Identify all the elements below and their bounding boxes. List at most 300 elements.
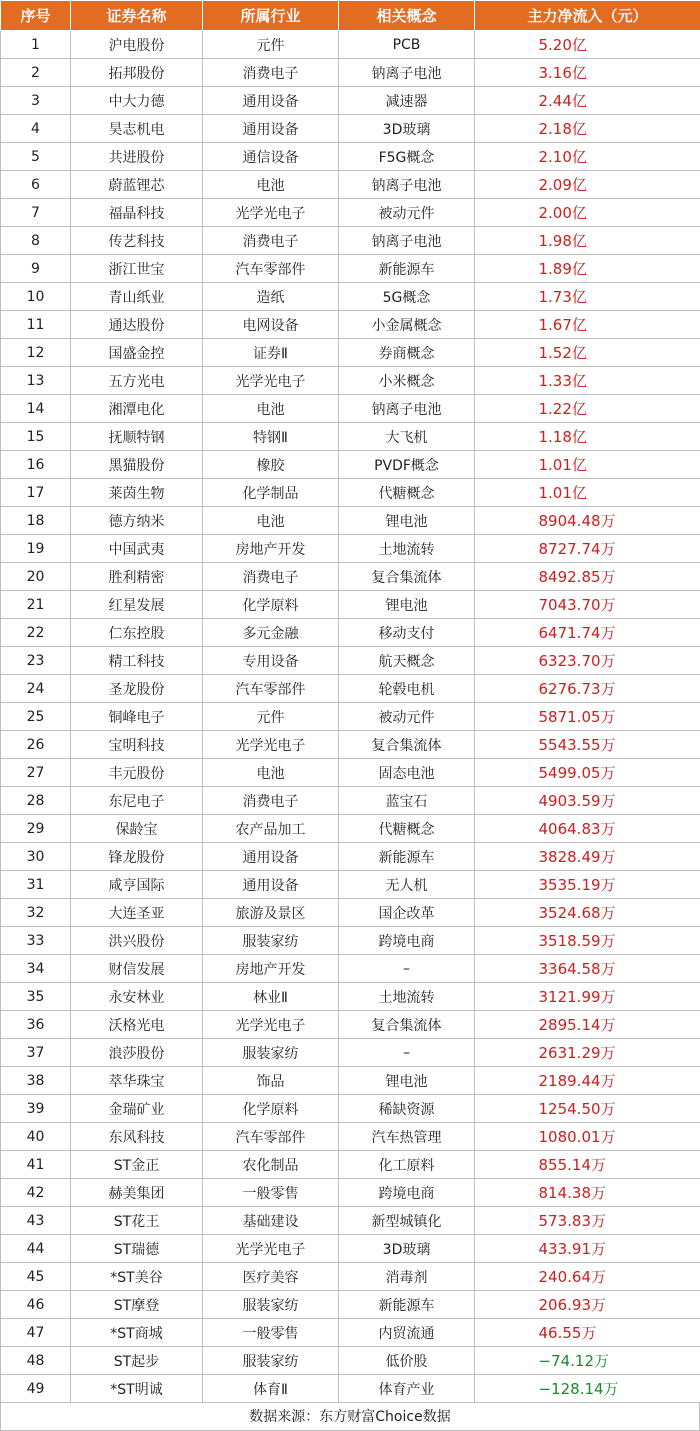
industry-cell: 汽车零部件 (203, 255, 339, 283)
security-name-cell: *ST明诚 (71, 1375, 203, 1403)
net-inflow-value: 1.01亿 (517, 482, 659, 503)
table-row (1, 1179, 700, 1207)
security-name-cell: 大连圣亚 (71, 899, 203, 927)
table-row (1, 955, 700, 983)
table-row (1, 815, 700, 843)
net-inflow-cell (475, 31, 700, 59)
net-inflow-value: −128.14万 (517, 1378, 659, 1399)
security-name-cell: 共进股份 (71, 143, 203, 171)
concept-cell: 固态电池 (339, 759, 475, 787)
header-net-inflow: 主力净流入（元） (475, 1, 700, 31)
table-header (1, 1, 700, 31)
net-inflow-cell (475, 703, 700, 731)
industry-cell: 体育Ⅱ (203, 1375, 339, 1403)
net-inflow-value: 2.09亿 (517, 174, 659, 195)
security-name-cell: 红星发展 (71, 591, 203, 619)
row-index-cell: 15 (1, 423, 71, 451)
industry-cell: 一般零售 (203, 1179, 339, 1207)
net-inflow-value: 855.14万 (517, 1154, 659, 1175)
security-name-cell: ST起步 (71, 1347, 203, 1375)
net-inflow-value: 1.73亿 (517, 286, 659, 307)
concept-cell: 跨境电商 (339, 927, 475, 955)
security-name-cell: 仁东控股 (71, 619, 203, 647)
net-inflow-value: 6471.74万 (517, 622, 659, 643)
net-inflow-value: 3535.19万 (517, 874, 659, 895)
row-index-cell: 22 (1, 619, 71, 647)
table-row (1, 507, 700, 535)
concept-cell: 新能源车 (339, 843, 475, 871)
table-row (1, 423, 700, 451)
security-name-cell: 中大力德 (71, 87, 203, 115)
header-index: 序号 (1, 1, 71, 31)
industry-cell: 通用设备 (203, 871, 339, 899)
security-name-cell: 赫美集团 (71, 1179, 203, 1207)
table-row (1, 395, 700, 423)
security-name-cell: 传艺科技 (71, 227, 203, 255)
security-name-cell: 抚顺特钢 (71, 423, 203, 451)
row-index-cell: 29 (1, 815, 71, 843)
net-inflow-cell (475, 1011, 700, 1039)
row-index-cell: 48 (1, 1347, 71, 1375)
table-row (1, 647, 700, 675)
concept-cell: 土地流转 (339, 983, 475, 1011)
security-name-cell: 锋龙股份 (71, 843, 203, 871)
security-name-cell: 黑猫股份 (71, 451, 203, 479)
table-row (1, 339, 700, 367)
row-index-cell: 30 (1, 843, 71, 871)
security-name-cell: 中国武夷 (71, 535, 203, 563)
concept-cell: 蓝宝石 (339, 787, 475, 815)
industry-cell: 光学光电子 (203, 199, 339, 227)
net-inflow-cell (475, 1291, 700, 1319)
security-name-cell: 萃华珠宝 (71, 1067, 203, 1095)
net-inflow-value: 2631.29万 (517, 1042, 659, 1063)
row-index-cell: 26 (1, 731, 71, 759)
concept-cell: 代糖概念 (339, 479, 475, 507)
net-inflow-cell (475, 171, 700, 199)
row-index-cell: 16 (1, 451, 71, 479)
industry-cell: 电池 (203, 395, 339, 423)
net-inflow-value: 1.01亿 (517, 454, 659, 475)
row-index-cell: 3 (1, 87, 71, 115)
net-inflow-cell (475, 199, 700, 227)
row-index-cell: 28 (1, 787, 71, 815)
security-name-cell: 福晶科技 (71, 199, 203, 227)
industry-cell: 专用设备 (203, 647, 339, 675)
concept-cell: 锂电池 (339, 507, 475, 535)
net-inflow-value: 3518.59万 (517, 930, 659, 951)
security-name-cell: 精工科技 (71, 647, 203, 675)
industry-cell: 服装家纺 (203, 1347, 339, 1375)
header-security-name: 证券名称 (71, 1, 203, 31)
net-inflow-cell (475, 87, 700, 115)
net-inflow-value: 2895.14万 (517, 1014, 659, 1035)
industry-cell: 元件 (203, 703, 339, 731)
table-row (1, 255, 700, 283)
concept-cell: 钠离子电池 (339, 171, 475, 199)
net-inflow-cell (475, 479, 700, 507)
concept-cell: 汽车热管理 (339, 1123, 475, 1151)
net-inflow-value: 5871.05万 (517, 706, 659, 727)
header-industry: 所属行业 (203, 1, 339, 31)
row-index-cell: 32 (1, 899, 71, 927)
table-row (1, 619, 700, 647)
industry-cell: 造纸 (203, 283, 339, 311)
table-row (1, 899, 700, 927)
concept-cell: 低价股 (339, 1347, 475, 1375)
table-row (1, 227, 700, 255)
net-inflow-value: −74.12万 (517, 1350, 659, 1371)
net-inflow-value: 3828.49万 (517, 846, 659, 867)
concept-cell: 稀缺资源 (339, 1095, 475, 1123)
industry-cell: 光学光电子 (203, 1235, 339, 1263)
net-inflow-cell (475, 563, 700, 591)
net-inflow-value: 814.38万 (517, 1182, 659, 1203)
net-inflow-cell (475, 227, 700, 255)
concept-cell: 国企改革 (339, 899, 475, 927)
net-inflow-cell (475, 1095, 700, 1123)
row-index-cell: 44 (1, 1235, 71, 1263)
row-index-cell: 9 (1, 255, 71, 283)
row-index-cell: 2 (1, 59, 71, 87)
security-name-cell: *ST美谷 (71, 1263, 203, 1291)
net-inflow-cell (475, 143, 700, 171)
industry-cell: 农产品加工 (203, 815, 339, 843)
concept-cell: 小米概念 (339, 367, 475, 395)
row-index-cell: 12 (1, 339, 71, 367)
concept-cell: 被动元件 (339, 199, 475, 227)
row-index-cell: 27 (1, 759, 71, 787)
row-index-cell: 39 (1, 1095, 71, 1123)
row-index-cell: 31 (1, 871, 71, 899)
net-inflow-cell (475, 1067, 700, 1095)
concept-cell: – (339, 955, 475, 983)
row-index-cell: 42 (1, 1179, 71, 1207)
table-row (1, 983, 700, 1011)
security-name-cell: ST花王 (71, 1207, 203, 1235)
net-inflow-value: 1.89亿 (517, 258, 659, 279)
industry-cell: 服装家纺 (203, 1039, 339, 1067)
net-inflow-cell (475, 731, 700, 759)
net-inflow-value: 1.18亿 (517, 426, 659, 447)
security-name-cell: 东风科技 (71, 1123, 203, 1151)
table-row (1, 143, 700, 171)
row-index-cell: 13 (1, 367, 71, 395)
net-inflow-value: 2.18亿 (517, 118, 659, 139)
security-name-cell: 国盛金控 (71, 339, 203, 367)
net-inflow-cell (475, 367, 700, 395)
net-inflow-cell (475, 59, 700, 87)
net-inflow-cell (475, 339, 700, 367)
industry-cell: 服装家纺 (203, 927, 339, 955)
net-inflow-cell (475, 423, 700, 451)
concept-cell: 锂电池 (339, 1067, 475, 1095)
table-row (1, 759, 700, 787)
row-index-cell: 46 (1, 1291, 71, 1319)
security-name-cell: 永安林业 (71, 983, 203, 1011)
industry-cell: 电池 (203, 171, 339, 199)
table-row (1, 1319, 700, 1347)
net-inflow-value: 1.98亿 (517, 230, 659, 251)
security-name-cell: 东尼电子 (71, 787, 203, 815)
net-inflow-cell (475, 1207, 700, 1235)
row-index-cell: 40 (1, 1123, 71, 1151)
security-name-cell: 通达股份 (71, 311, 203, 339)
security-name-cell: ST瑞德 (71, 1235, 203, 1263)
industry-cell: 饰品 (203, 1067, 339, 1095)
table-row (1, 731, 700, 759)
security-name-cell: 昊志机电 (71, 115, 203, 143)
header-concept: 相关概念 (339, 1, 475, 31)
security-name-cell: 浙江世宝 (71, 255, 203, 283)
row-index-cell: 4 (1, 115, 71, 143)
table-row (1, 1347, 700, 1375)
industry-cell: 化学原料 (203, 591, 339, 619)
industry-cell: 服装家纺 (203, 1291, 339, 1319)
concept-cell: 钠离子电池 (339, 395, 475, 423)
security-name-cell: 浪莎股份 (71, 1039, 203, 1067)
net-inflow-cell (475, 1039, 700, 1067)
net-inflow-value: 4903.59万 (517, 790, 659, 811)
security-name-cell: ST金正 (71, 1151, 203, 1179)
industry-cell: 通用设备 (203, 115, 339, 143)
table-row (1, 927, 700, 955)
security-name-cell: 财信发展 (71, 955, 203, 983)
industry-cell: 汽车零部件 (203, 675, 339, 703)
row-index-cell: 45 (1, 1263, 71, 1291)
industry-cell: 通用设备 (203, 843, 339, 871)
net-inflow-cell (475, 843, 700, 871)
table-row (1, 59, 700, 87)
net-inflow-value: 4064.83万 (517, 818, 659, 839)
net-inflow-value: 8904.48万 (517, 510, 659, 531)
net-inflow-value: 2189.44万 (517, 1070, 659, 1091)
security-name-cell: 铜峰电子 (71, 703, 203, 731)
net-inflow-value: 2.00亿 (517, 202, 659, 223)
row-index-cell: 34 (1, 955, 71, 983)
net-inflow-value: 206.93万 (517, 1294, 659, 1315)
industry-cell: 证券Ⅱ (203, 339, 339, 367)
security-name-cell: 莱茵生物 (71, 479, 203, 507)
table-row (1, 87, 700, 115)
net-inflow-value: 8727.74万 (517, 538, 659, 559)
industry-cell: 光学光电子 (203, 731, 339, 759)
net-inflow-cell (475, 1375, 700, 1403)
net-inflow-cell (475, 1319, 700, 1347)
net-inflow-cell (475, 1347, 700, 1375)
table-row (1, 1151, 700, 1179)
row-index-cell: 33 (1, 927, 71, 955)
security-name-cell: 宝明科技 (71, 731, 203, 759)
table-row (1, 1123, 700, 1151)
concept-cell: 轮毂电机 (339, 675, 475, 703)
net-inflow-value: 6323.70万 (517, 650, 659, 671)
net-inflow-cell (475, 507, 700, 535)
table-row (1, 31, 700, 59)
concept-cell: 代糖概念 (339, 815, 475, 843)
industry-cell: 橡胶 (203, 451, 339, 479)
net-inflow-cell (475, 647, 700, 675)
row-index-cell: 23 (1, 647, 71, 675)
table-row (1, 1291, 700, 1319)
row-index-cell: 8 (1, 227, 71, 255)
concept-cell: 化工原料 (339, 1151, 475, 1179)
security-name-cell: ST摩登 (71, 1291, 203, 1319)
table-row (1, 1263, 700, 1291)
net-inflow-value: 3524.68万 (517, 902, 659, 923)
net-inflow-value: 3121.99万 (517, 986, 659, 1007)
industry-cell: 旅游及景区 (203, 899, 339, 927)
net-inflow-cell (475, 759, 700, 787)
industry-cell: 消费电子 (203, 227, 339, 255)
security-name-cell: 沃格光电 (71, 1011, 203, 1039)
industry-cell: 通信设备 (203, 143, 339, 171)
net-inflow-cell (475, 927, 700, 955)
row-index-cell: 10 (1, 283, 71, 311)
net-inflow-value: 5.20亿 (517, 34, 659, 55)
security-name-cell: 青山纸业 (71, 283, 203, 311)
industry-cell: 基础建设 (203, 1207, 339, 1235)
net-inflow-value: 8492.85万 (517, 566, 659, 587)
table-row (1, 787, 700, 815)
concept-cell: 小金属概念 (339, 311, 475, 339)
data-source-footer: 数据来源：东方财富Choice数据 (0, 1403, 700, 1431)
net-inflow-value: 46.55万 (517, 1322, 659, 1343)
industry-cell: 多元金融 (203, 619, 339, 647)
row-index-cell: 35 (1, 983, 71, 1011)
concept-cell: 土地流转 (339, 535, 475, 563)
net-inflow-value: 2.10亿 (517, 146, 659, 167)
net-inflow-value: 6276.73万 (517, 678, 659, 699)
row-index-cell: 7 (1, 199, 71, 227)
row-index-cell: 43 (1, 1207, 71, 1235)
table-row (1, 591, 700, 619)
industry-cell: 消费电子 (203, 563, 339, 591)
net-inflow-value: 2.44亿 (517, 90, 659, 111)
row-index-cell: 21 (1, 591, 71, 619)
net-inflow-value: 5543.55万 (517, 734, 659, 755)
concept-cell: 5G概念 (339, 283, 475, 311)
security-name-cell: 湘潭电化 (71, 395, 203, 423)
net-inflow-cell (475, 255, 700, 283)
industry-cell: 通用设备 (203, 87, 339, 115)
table-row (1, 283, 700, 311)
net-inflow-cell (475, 311, 700, 339)
row-index-cell: 19 (1, 535, 71, 563)
row-index-cell: 5 (1, 143, 71, 171)
table-row (1, 479, 700, 507)
net-inflow-cell (475, 675, 700, 703)
concept-cell: 复合集流体 (339, 563, 475, 591)
net-inflow-cell (475, 1123, 700, 1151)
net-inflow-cell (475, 395, 700, 423)
industry-cell: 电池 (203, 507, 339, 535)
industry-cell: 电池 (203, 759, 339, 787)
row-index-cell: 41 (1, 1151, 71, 1179)
table-row (1, 1095, 700, 1123)
concept-cell: 大飞机 (339, 423, 475, 451)
net-inflow-cell (475, 983, 700, 1011)
concept-cell: 新能源车 (339, 1291, 475, 1319)
industry-cell: 汽车零部件 (203, 1123, 339, 1151)
row-index-cell: 6 (1, 171, 71, 199)
header-row (1, 1, 700, 31)
net-inflow-cell (475, 535, 700, 563)
net-inflow-value: 240.64万 (517, 1266, 659, 1287)
industry-cell: 林业Ⅱ (203, 983, 339, 1011)
row-index-cell: 18 (1, 507, 71, 535)
security-name-cell: 拓邦股份 (71, 59, 203, 87)
security-name-cell: 金瑞矿业 (71, 1095, 203, 1123)
net-inflow-value: 1.52亿 (517, 342, 659, 363)
net-inflow-value: 1080.01万 (517, 1126, 659, 1147)
net-inflow-cell (475, 1235, 700, 1263)
net-inflow-cell (475, 591, 700, 619)
industry-cell: 化学制品 (203, 479, 339, 507)
net-inflow-cell (475, 1179, 700, 1207)
table-row (1, 535, 700, 563)
concept-cell: 3D玻璃 (339, 1235, 475, 1263)
row-index-cell: 25 (1, 703, 71, 731)
net-inflow-cell (475, 1263, 700, 1291)
net-inflow-cell (475, 871, 700, 899)
industry-cell: 房地产开发 (203, 535, 339, 563)
concept-cell: 减速器 (339, 87, 475, 115)
security-name-cell: 丰元股份 (71, 759, 203, 787)
industry-cell: 医疗美容 (203, 1263, 339, 1291)
security-name-cell: 咸亨国际 (71, 871, 203, 899)
net-inflow-value: 7043.70万 (517, 594, 659, 615)
concept-cell: 新能源车 (339, 255, 475, 283)
concept-cell: 券商概念 (339, 339, 475, 367)
net-inflow-value: 433.91万 (517, 1238, 659, 1259)
row-index-cell: 47 (1, 1319, 71, 1347)
net-inflow-value: 5499.05万 (517, 762, 659, 783)
table-row (1, 1039, 700, 1067)
concept-cell: 无人机 (339, 871, 475, 899)
table-row (1, 563, 700, 591)
security-name-cell: 保龄宝 (71, 815, 203, 843)
concept-cell: 钠离子电池 (339, 59, 475, 87)
concept-cell: 3D玻璃 (339, 115, 475, 143)
security-name-cell: 圣龙股份 (71, 675, 203, 703)
table-row (1, 199, 700, 227)
concept-cell: 消毒剂 (339, 1263, 475, 1291)
table-row (1, 1207, 700, 1235)
net-inflow-value: 3364.58万 (517, 958, 659, 979)
security-name-cell: 沪电股份 (71, 31, 203, 59)
concept-cell: 移动支付 (339, 619, 475, 647)
table-row (1, 367, 700, 395)
row-index-cell: 14 (1, 395, 71, 423)
table-row (1, 1011, 700, 1039)
net-inflow-cell (475, 283, 700, 311)
table-row (1, 451, 700, 479)
industry-cell: 光学光电子 (203, 367, 339, 395)
table-body (1, 31, 700, 1403)
row-index-cell: 17 (1, 479, 71, 507)
table-row (1, 1235, 700, 1263)
concept-cell: 新型城镇化 (339, 1207, 475, 1235)
concept-cell: PVDF概念 (339, 451, 475, 479)
industry-cell: 房地产开发 (203, 955, 339, 983)
row-index-cell: 49 (1, 1375, 71, 1403)
industry-cell: 农化制品 (203, 1151, 339, 1179)
net-inflow-cell (475, 955, 700, 983)
net-inflow-cell (475, 115, 700, 143)
net-inflow-cell (475, 1151, 700, 1179)
industry-cell: 消费电子 (203, 59, 339, 87)
